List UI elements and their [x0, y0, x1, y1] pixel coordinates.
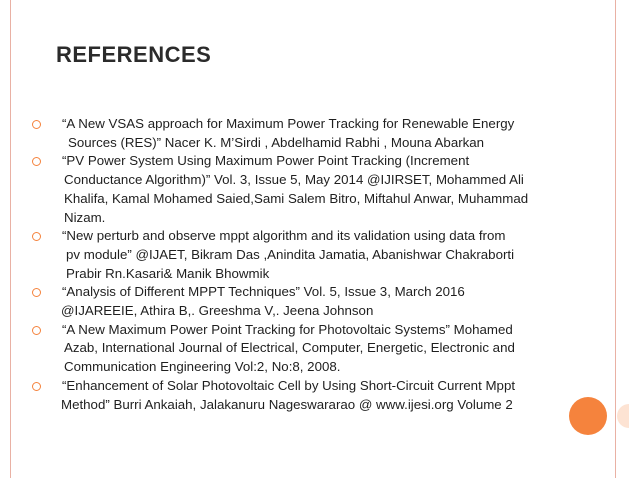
- reference-line: Azab, International Journal of Electrical, Computer, Energetic, Electronic and: [64, 340, 515, 356]
- reference-line: Method” Burri Ankaiah, Jalakanuru Nageswararao @ www.ijesi.org Volume 2: [61, 396, 513, 412]
- reference-line: Khalifa, Kamal Mohamed Saied,Sami Salem Bitro, Miftahul Anwar, Muhammad: [64, 190, 529, 206]
- circle-outline-icon: [32, 232, 41, 241]
- reference-line: “Enhancement of Solar Photovoltaic Cell by Using Short-Circuit Current Mppt: [62, 377, 516, 393]
- reference-line: pv module” @IJAET, Bikram Das ,Anindita Jamatia, Abanishwar Chakraborti: [66, 246, 515, 262]
- reference-line: “A New Maximum Power Point Tracking for Photovoltaic Systems” Mohamed: [62, 321, 513, 337]
- reference-line: “New perturb and observe mppt algorithm and its validation using data from: [62, 228, 506, 244]
- reference-line: Prabir Rn.Kasari& Manik Bhowmik: [66, 265, 270, 281]
- reference-line: “A New VSAS approach for Maximum Power Tracking for Renewable Energy: [62, 116, 515, 131]
- reference-line: Sources (RES)” Nacer K. M’Sirdi , Abdelhamid Rabhi , Mouna Abarkan: [68, 134, 485, 150]
- circle-outline-icon: [32, 157, 41, 166]
- circle-outline-icon: [32, 120, 41, 129]
- reference-line: @IJAREEIE, Athira B,. Greeshma V,. Jeena Johnson: [61, 303, 374, 318]
- reference-line: Nizam.: [64, 209, 106, 225]
- circle-outline-icon: [32, 382, 41, 391]
- reference-line: Communication Engineering Vol:2, No:8, 2008.: [64, 359, 341, 375]
- circle-outline-icon: [32, 288, 41, 297]
- reference-line: Conductance Algorithm)” Vol. 3, Issue 5, May 2014 @IJIRSET, Mohammed Ali: [64, 172, 524, 188]
- reference-line: “PV Power System Using Maximum Power Point Tracking (Increment: [62, 153, 470, 169]
- reference-line: “Analysis of Different MPPT Techniques” Vol. 5, Issue 3, March 2016: [62, 284, 465, 300]
- circle-outline-icon: [32, 326, 41, 335]
- slide-title: REFERENCES: [56, 42, 212, 67]
